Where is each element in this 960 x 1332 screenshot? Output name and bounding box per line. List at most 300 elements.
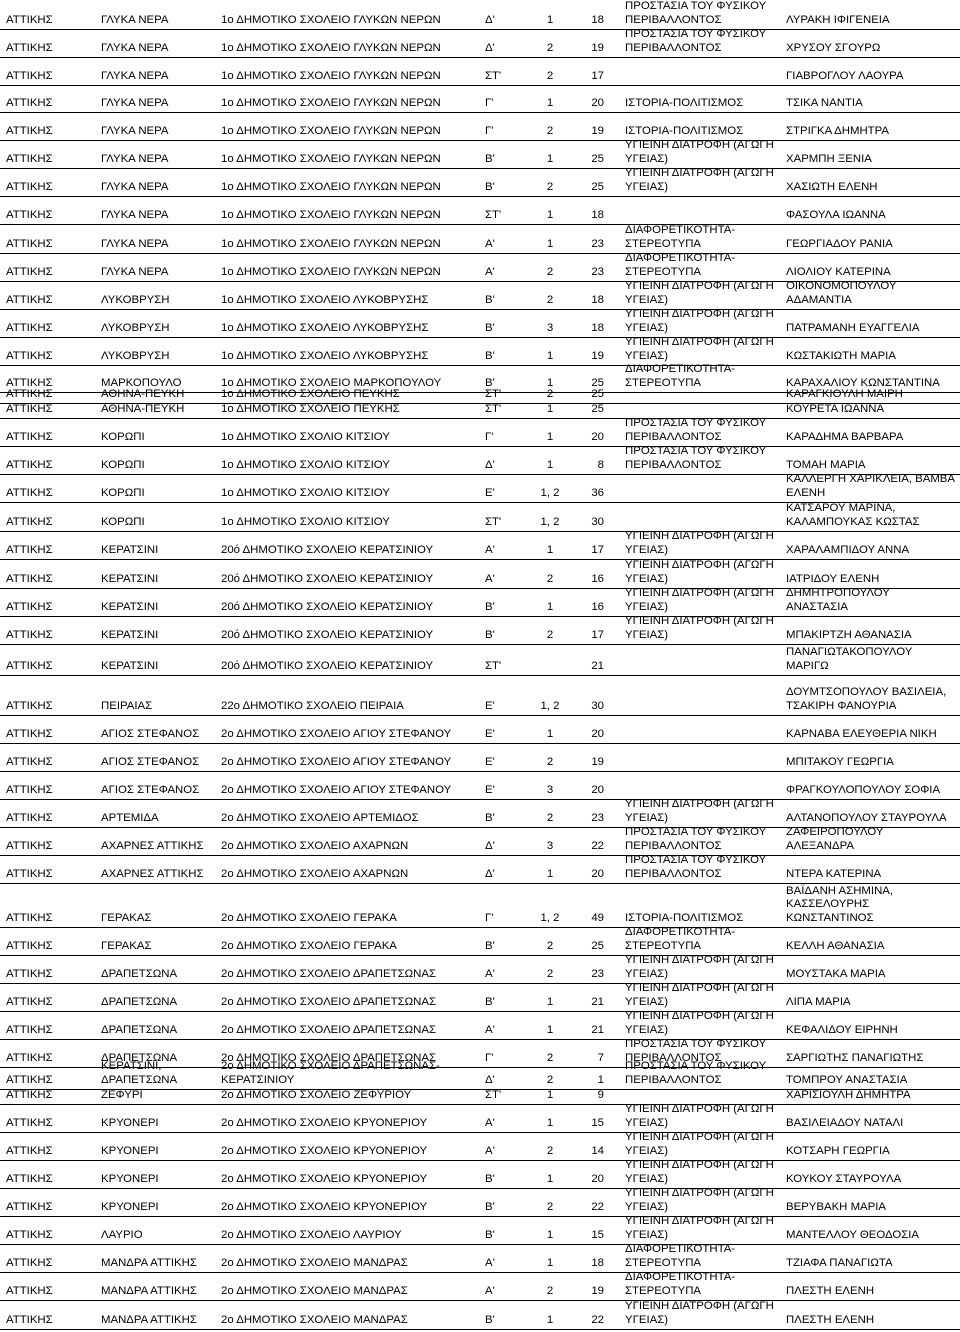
cell-section: 1	[546, 1172, 554, 1185]
cell-area: ΓΛΥΚΑ ΝΕΡΑ	[101, 41, 169, 54]
cell-school: 1ο ΔΗΜΟΤΙΚΟ ΣΧΟΛΕΙΟ ΓΛΥΚΩΝ ΝΕΡΩΝ	[221, 180, 441, 193]
cell-teacher: ΒΑΪΔΑΝΗ ΑΣΗΜΙΝΑ, ΚΑΣΣΕΛΟΥΡΗΣ ΚΩΝΣΤΑΝΤΙΝΟΣ	[786, 884, 894, 924]
cell-region: ΑΤΤΙΚΗΣ	[6, 430, 53, 443]
cell-program: ΥΓΙΕΙΝΗ ΔΙΑΤΡΟΦΗ (ΑΓΩΓΗ ΥΓΕΙΑΣ)	[625, 1300, 774, 1326]
cell-region: ΑΤΤΙΚΗΣ	[6, 376, 53, 389]
cell-students: 20	[591, 1172, 604, 1185]
cell-students: 23	[591, 265, 604, 278]
cell-section: 1	[546, 1313, 554, 1326]
cell-area: ΚΕΡΑΤΣΙΝΙ	[101, 659, 159, 672]
cell-students: 22	[591, 1200, 604, 1213]
table-row	[0, 1060, 960, 1090]
cell-program: ΥΓΙΕΙΝΗ ΔΙΑΤΡΟΦΗ (ΑΓΩΓΗ ΥΓΕΙΑΣ)	[625, 1010, 774, 1036]
cell-teacher: ΙΑΤΡΙΔΟΥ ΕΛΕΝΗ	[786, 572, 880, 585]
cell-teacher: ΚΟΥΚΟΥ ΣΤΑΥΡΟΥΛΑ	[786, 1172, 902, 1185]
cell-region: ΑΤΤΙΚΗΣ	[6, 41, 53, 54]
cell-students: 21	[591, 995, 604, 1008]
cell-students: 9	[597, 1088, 604, 1101]
table-row	[0, 0, 960, 30]
cell-section: 1, 2	[540, 699, 560, 712]
cell-area: ΚΕΡΑΤΣΙΝΙ	[101, 543, 159, 556]
cell-region: ΑΤΤΙΚΗΣ	[6, 839, 53, 852]
cell-program: ΥΓΙΕΙΝΗ ΔΙΑΤΡΟΦΗ (ΑΓΩΓΗ ΥΓΕΙΑΣ)	[625, 798, 774, 824]
cell-program: ΥΓΙΕΙΝΗ ΔΙΑΤΡΟΦΗ (ΑΓΩΓΗ ΥΓΕΙΑΣ)	[625, 139, 774, 165]
cell-grade: Α'	[485, 1256, 495, 1269]
cell-region: ΑΤΤΙΚΗΣ	[6, 486, 53, 499]
cell-grade: Δ'	[485, 41, 495, 54]
cell-area: ΖΕΦΥΡΙ	[101, 1088, 143, 1101]
table-row	[0, 1189, 960, 1217]
cell-area: ΛΥΚΟΒΡΥΣΗ	[101, 293, 170, 306]
cell-school: 1ο ΔΗΜΟΤΙΚΟ ΣΧΟΛΕΙΟ ΓΛΥΚΩΝ ΝΕΡΩΝ	[221, 152, 441, 165]
cell-region: ΑΤΤΙΚΗΣ	[6, 96, 53, 109]
cell-grade: Α'	[485, 967, 495, 980]
cell-section: 2	[546, 755, 554, 768]
cell-students: 20	[591, 430, 604, 443]
cell-school: 20ό ΔΗΜΟΤΙΚΟ ΣΧΟΛΕΙΟ ΚΕΡΑΤΣΙΝΙΟΥ	[221, 572, 434, 585]
cell-section: 2	[546, 1073, 554, 1086]
cell-program: ΥΓΙΕΙΝΗ ΔΙΑΤΡΟΦΗ (ΑΓΩΓΗ ΥΓΕΙΑΣ)	[625, 167, 774, 193]
table-row	[0, 475, 960, 503]
cell-grade: ΣΤ'	[485, 208, 502, 221]
cell-section: 2	[546, 124, 554, 137]
cell-students: 21	[591, 1023, 604, 1036]
cell-program: ΔΙΑΦΟΡΕΤΙΚΟΤΗΤΑ- ΣΤΕΡΕΟΤΥΠΑ	[625, 926, 736, 952]
cell-region: ΑΤΤΙΚΗΣ	[6, 811, 53, 824]
cell-school: 1ο ΔΗΜΟΤΙΚΟ ΣΧΟΛΙΟ ΚΙΤΣΙΟΥ	[221, 458, 390, 471]
cell-grade: Δ'	[485, 839, 495, 852]
cell-section: 1	[546, 1116, 554, 1129]
cell-region: ΑΤΤΙΚΗΣ	[6, 458, 53, 471]
cell-teacher: ΚΑΡΑΓΚΙΟΥΛΗ ΜΑΙΡΗ	[786, 387, 903, 400]
cell-grade: Γ'	[485, 96, 494, 109]
cell-area: ΛΥΚΟΒΡΥΣΗ	[101, 349, 170, 362]
cell-program: ΥΓΙΕΙΝΗ ΔΙΑΤΡΟΦΗ (ΑΓΩΓΗ ΥΓΕΙΑΣ)	[625, 615, 774, 641]
cell-program: ΥΓΙΕΙΝΗ ΔΙΑΤΡΟΦΗ (ΑΓΩΓΗ ΥΓΕΙΑΣ)	[625, 1131, 774, 1157]
cell-region: ΑΤΤΙΚΗΣ	[6, 995, 53, 1008]
cell-program: ΔΙΑΦΟΡΕΤΙΚΟΤΗΤΑ- ΣΤΕΡΕΟΤΥΠΑ	[625, 1243, 736, 1269]
cell-students: 20	[591, 727, 604, 740]
cell-area: ΠΕΙΡΑΙΑΣ	[101, 699, 153, 712]
cell-region: ΑΤΤΙΚΗΣ	[6, 152, 53, 165]
cell-teacher: ΚΟΥΡΕΤΑ ΙΩΑΝΝΑ	[786, 402, 885, 415]
cell-teacher: ΤΣΙΚΑ ΝΑΝΤΙΑ	[786, 96, 863, 109]
cell-area: ΚΡΥΟΝΕΡΙ	[101, 1144, 159, 1157]
cell-region: ΑΤΤΙΚΗΣ	[6, 867, 53, 880]
cell-section: 1	[546, 458, 554, 471]
cell-grade: Β'	[485, 152, 495, 165]
cell-school: 1ο ΔΗΜΟΤΙΚΟ ΣΧΟΛΕΙΟ ΛΥΚΟΒΡΥΣΗΣ	[221, 293, 429, 306]
cell-school: 1ο ΔΗΜΟΤΙΚΟ ΣΧΟΛΕΙΟ ΠΕΥΚΗΣ	[221, 387, 400, 400]
cell-students: 19	[591, 755, 604, 768]
cell-program: ΥΓΙΕΙΝΗ ΔΙΑΤΡΟΦΗ (ΑΓΩΓΗ ΥΓΕΙΑΣ)	[625, 954, 774, 980]
cell-area: ΚΡΥΟΝΕΡΙ	[101, 1200, 159, 1213]
cell-grade: Ε'	[485, 486, 495, 499]
cell-section: 2	[546, 69, 554, 82]
cell-school: 20ό ΔΗΜΟΤΙΚΟ ΣΧΟΛΕΙΟ ΚΕΡΑΤΣΙΝΙΟΥ	[221, 600, 434, 613]
cell-section: 2	[546, 572, 554, 585]
cell-section: 1	[546, 867, 554, 880]
cell-area: ΓΛΥΚΑ ΝΕΡΑ	[101, 265, 169, 278]
cell-students: 22	[591, 839, 604, 852]
cell-teacher: ΧΑΣΙΩΤΗ ΕΛΕΝΗ	[786, 180, 878, 193]
cell-teacher: ΣΤΡΙΓΚΑ ΔΗΜΗΤΡΑ	[786, 124, 889, 137]
cell-region: ΑΤΤΙΚΗΣ	[6, 1200, 53, 1213]
cell-students: 18	[591, 321, 604, 334]
table-row	[0, 254, 960, 282]
cell-students: 23	[591, 811, 604, 824]
cell-teacher: ΧΑΡΙΣΙΟΥΛΗ ΔΗΜΗΤΡΑ	[786, 1088, 911, 1101]
cell-grade: Β'	[485, 376, 495, 389]
table-row	[0, 1217, 960, 1245]
table-row	[0, 419, 960, 447]
cell-teacher: ΚΕΦΑΛΙΔΟΥ ΕΙΡΗΝΗ	[786, 1023, 898, 1036]
cell-teacher: ΜΟΥΣΤΑΚΑ ΜΑΡΙΑ	[786, 967, 886, 980]
cell-students: 16	[591, 600, 604, 613]
cell-teacher: ΛΙΠΑ ΜΑΡΙΑ	[786, 995, 851, 1008]
cell-section: 2	[546, 41, 554, 54]
cell-students: 30	[591, 515, 604, 528]
cell-area: ΓΛΥΚΑ ΝΕΡΑ	[101, 208, 169, 221]
cell-teacher: ΦΑΣΟΥΛΑ ΙΩΑΝΝΑ	[786, 208, 886, 221]
cell-students: 18	[591, 1256, 604, 1269]
cell-region: ΑΤΤΙΚΗΣ	[6, 321, 53, 334]
cell-section: 1	[546, 430, 554, 443]
cell-school: 2ο ΔΗΜΟΤΙΚΟ ΣΧΟΛΕΙΟ ΜΑΝΔΡΑΣ	[221, 1284, 408, 1297]
table-row	[0, 141, 960, 169]
cell-section: 2	[546, 180, 554, 193]
cell-teacher: ΓΕΩΡΓΙΑΔΟΥ ΡΑΝΙΑ	[786, 237, 893, 250]
cell-teacher: ΝΤΕΡΑ ΚΑΤΕΡΙΝΑ	[786, 867, 882, 880]
cell-teacher: ΚΑΤΣΑΡΟΥ ΜΑΡΙΝΑ, ΚΑΛΑΜΠΟΥΚΑΣ ΚΩΣΤΑΣ	[786, 502, 920, 528]
cell-students: 18	[591, 208, 604, 221]
cell-grade: Α'	[485, 543, 495, 556]
cell-grade: Δ'	[485, 867, 495, 880]
cell-grade: Β'	[485, 1313, 495, 1326]
cell-teacher: ΠΛΕΣΤΗ ΕΛΕΝΗ	[786, 1284, 875, 1297]
cell-school: 2ο ΔΗΜΟΤΙΚΟ ΣΧΟΛΕΙΟ ΑΧΑΡΝΩΝ	[221, 867, 409, 880]
cell-section: 2	[546, 293, 554, 306]
cell-section: 1	[546, 543, 554, 556]
cell-teacher: ΦΡΑΓΚΟΥΛΟΠΟΥΛΟΥ ΣΟΦΙΑ	[786, 783, 941, 796]
cell-area: ΔΡΑΠΕΤΣΩΝΑ	[101, 1051, 178, 1064]
table-row	[0, 1012, 960, 1040]
cell-school: 2ο ΔΗΜΟΤΙΚΟ ΣΧΟΛΕΙΟ ΔΡΑΠΕΤΣΩΝΑΣ	[221, 995, 437, 1008]
cell-section: 2	[546, 1144, 554, 1157]
cell-school: 1ο ΔΗΜΟΤΙΚΟ ΣΧΟΛΕΙΟ ΛΥΚΟΒΡΥΣΗΣ	[221, 321, 429, 334]
cell-school: 1ο ΔΗΜΟΤΙΚΟ ΣΧΟΛΕΙΟ ΓΛΥΚΩΝ ΝΕΡΩΝ	[221, 208, 441, 221]
cell-section: 1	[546, 1088, 554, 1101]
cell-grade: Β'	[485, 1228, 495, 1241]
table-row	[0, 338, 960, 366]
cell-students: 18	[591, 293, 604, 306]
table-row	[0, 716, 960, 744]
cell-area: ΓΛΥΚΑ ΝΕΡΑ	[101, 180, 169, 193]
table-row	[0, 884, 960, 928]
cell-teacher: ΒΕΡΥΒΑΚΗ ΜΑΡΙΑ	[786, 1200, 887, 1213]
cell-students: 25	[591, 180, 604, 193]
cell-program: ΠΡΟΣΤΑΣΙΑ ΤΟΥ ΦΥΣΙΚΟΥ ΠΕΡΙΒΑΛΛΟΝΤΟΣ	[625, 1038, 767, 1064]
cell-section: 2	[546, 265, 554, 278]
table-row	[0, 113, 960, 141]
cell-section: 1	[546, 600, 554, 613]
cell-area: ΚΕΡΑΤΣΙΝΙ	[101, 600, 159, 613]
cell-students: 1	[597, 1073, 604, 1086]
cell-teacher: ΤΖΙΑΦΑ ΠΑΝΑΓΙΩΤΑ	[786, 1256, 893, 1269]
cell-section: 1	[546, 237, 554, 250]
cell-program: ΠΡΟΣΤΑΣΙΑ ΤΟΥ ΦΥΣΙΚΟΥ ΠΕΡΙΒΑΛΛΟΝΤΟΣ	[625, 1060, 767, 1086]
cell-teacher: ΖΑΦΕΙΡΟΠΟΥΛΟΥ ΑΛΕΞΑΝΔΡΑ	[786, 826, 884, 852]
cell-school: 1ο ΔΗΜΟΤΙΚΟ ΣΧΟΛΕΙΟ ΓΛΥΚΩΝ ΝΕΡΩΝ	[221, 41, 441, 54]
cell-school: 2ο ΔΗΜΟΤΙΚΟ ΣΧΟΛΕΙΟ ΔΡΑΠΕΤΣΩΝΑΣ	[221, 967, 437, 980]
cell-area: ΓΛΥΚΑ ΝΕΡΑ	[101, 152, 169, 165]
cell-grade: Β'	[485, 180, 495, 193]
table-row	[0, 676, 960, 716]
cell-section: 1	[546, 995, 554, 1008]
cell-area: ΚΕΡΑΤΣΙΝΙ, ΔΡΑΠΕΤΣΩΝΑ	[101, 1060, 178, 1086]
cell-school: 1ο ΔΗΜΟΤΙΚΟ ΣΧΟΛΕΙΟ ΜΑΡΚΟΠΟΥΛΟΥ	[221, 376, 442, 389]
cell-grade: Α'	[485, 572, 495, 585]
cell-students: 20	[591, 783, 604, 796]
cell-region: ΑΤΤΙΚΗΣ	[6, 600, 53, 613]
cell-program: ΔΙΑΦΟΡΕΤΙΚΟΤΗΤΑ- ΣΤΕΡΕΟΤΥΠΑ	[625, 363, 736, 389]
cell-grade: Δ'	[485, 458, 495, 471]
cell-students: 20	[591, 867, 604, 880]
cell-school: 2ο ΔΗΜΟΤΙΚΟ ΣΧΟΛΕΙΟ ΑΓΙΟΥ ΣΤΕΦΑΝΟΥ	[221, 783, 452, 796]
cell-school: 2ο ΔΗΜΟΤΙΚΟ ΣΧΟΛΕΙΟ ΚΡΥΟΝΕΡΙΟΥ	[221, 1144, 428, 1157]
cell-school: 2ο ΔΗΜΟΤΙΚΟ ΣΧΟΛΕΙΟ ΚΡΥΟΝΕΡΙΟΥ	[221, 1200, 428, 1213]
cell-grade: Β'	[485, 600, 495, 613]
cell-grade: Β'	[485, 811, 495, 824]
cell-region: ΑΤΤΙΚΗΣ	[6, 543, 53, 556]
cell-grade: Α'	[485, 237, 495, 250]
cell-grade: Β'	[485, 349, 495, 362]
cell-students: 17	[591, 69, 604, 82]
cell-students: 14	[591, 1144, 604, 1157]
cell-grade: ΣΤ'	[485, 659, 502, 672]
table-row	[0, 404, 960, 419]
cell-students: 49	[591, 911, 604, 924]
table-row	[0, 310, 960, 338]
cell-area: ΓΕΡΑΚΑΣ	[101, 911, 152, 924]
cell-grade: Δ'	[485, 13, 495, 26]
cell-school: 1ο ΔΗΜΟΤΙΚΟ ΣΧΟΛΙΟ ΚΙΤΣΙΟΥ	[221, 486, 390, 499]
table-row	[0, 532, 960, 560]
cell-teacher: ΚΑΛΛΕΡΓΗ ΧΑΡΙΚΛΕΙΑ, ΒΑΜΒΑ ΕΛΕΝΗ	[786, 473, 956, 499]
cell-teacher: ΚΑΡΝΑΒΑ ΕΛΕΥΘΕΡΙΑ ΝΙΚΗ	[786, 727, 937, 740]
cell-grade: ΣΤ'	[485, 69, 502, 82]
cell-region: ΑΤΤΙΚΗΣ	[6, 659, 53, 672]
cell-region: ΑΤΤΙΚΗΣ	[6, 1228, 53, 1241]
cell-program: ΠΡΟΣΤΑΣΙΑ ΤΟΥ ΦΥΣΙΚΟΥ ΠΕΡΙΒΑΛΛΟΝΤΟΣ	[625, 28, 767, 54]
cell-region: ΑΤΤΙΚΗΣ	[6, 124, 53, 137]
cell-school: 2ο ΔΗΜΟΤΙΚΟ ΣΧΟΛΕΙΟ ΖΕΦΥΡΙΟΥ	[221, 1088, 412, 1101]
cell-school: 1ο ΔΗΜΟΤΙΚΟ ΣΧΟΛΕΙΟ ΛΥΚΟΒΡΥΣΗΣ	[221, 349, 429, 362]
table-row	[0, 1273, 960, 1301]
cell-area: ΓΛΥΚΑ ΝΕΡΑ	[101, 124, 169, 137]
table-row	[0, 560, 960, 589]
cell-grade: Γ'	[485, 430, 494, 443]
cell-section: 1	[546, 13, 554, 26]
cell-school: 2ο ΔΗΜΟΤΙΚΟ ΣΧΟΛΕΙΟ ΔΡΑΠΕΤΣΩΝΑΣ- ΚΕΡΑΤΣΙΝΙΟΥ	[221, 1060, 440, 1086]
cell-program: ΥΓΙΕΙΝΗ ΔΙΑΤΡΟΦΗ (ΑΓΩΓΗ ΥΓΕΙΑΣ)	[625, 280, 774, 306]
cell-students: 36	[591, 486, 604, 499]
cell-teacher: ΧΑΡΜΠΗ ΞΕΝΙΑ	[786, 152, 872, 165]
cell-school: 2ο ΔΗΜΟΤΙΚΟ ΣΧΟΛΕΙΟ ΚΡΥΟΝΕΡΙΟΥ	[221, 1116, 428, 1129]
cell-region: ΑΤΤΙΚΗΣ	[6, 1051, 53, 1064]
cell-students: 21	[591, 659, 604, 672]
cell-section: 3	[546, 783, 554, 796]
cell-program: ΥΓΙΕΙΝΗ ΔΙΑΤΡΟΦΗ (ΑΓΩΓΗ ΥΓΕΙΑΣ)	[625, 308, 774, 334]
cell-program: ΠΡΟΣΤΑΣΙΑ ΤΟΥ ΦΥΣΙΚΟΥ ΠΕΡΙΒΑΛΛΟΝΤΟΣ	[625, 826, 767, 852]
cell-region: ΑΤΤΙΚΗΣ	[6, 69, 53, 82]
cell-school: 22ο ΔΗΜΟΤΙΚΟ ΣΧΟΛΕΙΟ ΠΕΙΡΑΙΑ	[221, 699, 404, 712]
cell-teacher: ΛΙΟΛΙΟΥ ΚΑΤΕΡΙΝΑ	[786, 265, 891, 278]
cell-region: ΑΤΤΙΚΗΣ	[6, 1313, 53, 1326]
cell-program: ΥΓΙΕΙΝΗ ΔΙΑΤΡΟΦΗ (ΑΓΩΓΗ ΥΓΕΙΑΣ)	[625, 1159, 774, 1185]
cell-program: ΙΣΤΟΡΙΑ-ΠΟΛΙΤΙΣΜΟΣ	[625, 911, 744, 924]
cell-school: 20ό ΔΗΜΟΤΙΚΟ ΣΧΟΛΕΙΟ ΚΕΡΑΤΣΙΝΙΟΥ	[221, 543, 434, 556]
cell-teacher: ΚΕΛΛΗ ΑΘΑΝΑΣΙΑ	[786, 939, 885, 952]
table-row	[0, 800, 960, 828]
cell-school: 2ο ΔΗΜΟΤΙΚΟ ΣΧΟΛΕΙΟ ΔΡΑΠΕΤΣΩΝΑΣ	[221, 1051, 437, 1064]
cell-teacher: ΤΟΜΠΡΟΥ ΑΝΑΣΤΑΣΙΑ	[786, 1073, 908, 1086]
cell-program: ΠΡΟΣΤΑΣΙΑ ΤΟΥ ΦΥΣΙΚΟΥ ΠΕΡΙΒΑΛΛΟΝΤΟΣ	[625, 0, 767, 26]
cell-students: 18	[591, 13, 604, 26]
cell-school: 1ο ΔΗΜΟΤΙΚΟ ΣΧΟΛΕΙΟ ΓΛΥΚΩΝ ΝΕΡΩΝ	[221, 69, 441, 82]
table-row	[0, 282, 960, 310]
cell-section: 1	[546, 727, 554, 740]
cell-students: 25	[591, 939, 604, 952]
cell-grade: Δ'	[485, 1073, 495, 1086]
table-row	[0, 1245, 960, 1273]
cell-students: 17	[591, 628, 604, 641]
cell-area: ΓΛΥΚΑ ΝΕΡΑ	[101, 237, 169, 250]
cell-school: 2ο ΔΗΜΟΤΙΚΟ ΣΧΟΛΕΙΟ ΓΕΡΑΚΑ	[221, 911, 397, 924]
cell-area: ΑΘΗΝΑ-ΠΕΥΚΗ	[101, 402, 185, 415]
cell-program: ΥΓΙΕΙΝΗ ΔΙΑΤΡΟΦΗ (ΑΓΩΓΗ ΥΓΕΙΑΣ)	[625, 559, 774, 585]
cell-students: 19	[591, 349, 604, 362]
cell-section: 2	[546, 1200, 554, 1213]
cell-region: ΑΤΤΙΚΗΣ	[6, 1256, 53, 1269]
cell-section: 2	[546, 1284, 554, 1297]
cell-section: 2	[546, 1051, 554, 1064]
cell-teacher: ΜΠΑΚΙΡΤΖΗ ΑΘΑΝΑΣΙΑ	[786, 628, 912, 641]
cell-area: ΚΟΡΩΠΙ	[101, 430, 145, 443]
cell-region: ΑΤΤΙΚΗΣ	[6, 349, 53, 362]
table-row	[0, 1301, 960, 1330]
table-row	[0, 956, 960, 984]
cell-grade: Β'	[485, 995, 495, 1008]
cell-school: 2ο ΔΗΜΟΤΙΚΟ ΣΧΟΛΕΙΟ ΛΑΥΡΙΟΥ	[221, 1228, 402, 1241]
cell-grade: Α'	[485, 1023, 495, 1036]
table-row	[0, 984, 960, 1012]
cell-area: ΓΕΡΑΚΑΣ	[101, 939, 152, 952]
cell-section: 2	[546, 387, 554, 400]
cell-school: 1ο ΔΗΜΟΤΙΚΟ ΣΧΟΛΕΙΟ ΠΕΥΚΗΣ	[221, 402, 400, 415]
cell-school: 2ο ΔΗΜΟΤΙΚΟ ΣΧΟΛΕΙΟ ΜΑΝΔΡΑΣ	[221, 1313, 408, 1326]
cell-region: ΑΤΤΙΚΗΣ	[6, 293, 53, 306]
table-row	[0, 169, 960, 197]
cell-school: 20ό ΔΗΜΟΤΙΚΟ ΣΧΟΛΕΙΟ ΚΕΡΑΤΣΙΝΙΟΥ	[221, 628, 434, 641]
cell-grade: ΣΤ'	[485, 515, 502, 528]
cell-section: 1	[546, 96, 554, 109]
cell-region: ΑΤΤΙΚΗΣ	[6, 1172, 53, 1185]
cell-program: ΔΙΑΦΟΡΕΤΙΚΟΤΗΤΑ- ΣΤΕΡΕΟΤΥΠΑ	[625, 252, 736, 278]
cell-students: 15	[591, 1116, 604, 1129]
cell-school: 1ο ΔΗΜΟΤΙΚΟ ΣΧΟΛΙΟ ΚΙΤΣΙΟΥ	[221, 430, 390, 443]
cell-area: ΑΓΙΟΣ ΣΤΕΦΑΝΟΣ	[101, 727, 200, 740]
cell-school: 2ο ΔΗΜΟΤΙΚΟ ΣΧΟΛΕΙΟ ΓΕΡΑΚΑ	[221, 939, 397, 952]
cell-students: 25	[591, 402, 604, 415]
cell-grade: Α'	[485, 1284, 495, 1297]
cell-area: ΓΛΥΚΑ ΝΕΡΑ	[101, 13, 169, 26]
cell-section: 1	[546, 1023, 554, 1036]
table-row	[0, 617, 960, 645]
cell-teacher: ΤΟΜΑΗ ΜΑΡΙΑ	[786, 458, 866, 471]
cell-region: ΑΤΤΙΚΗΣ	[6, 967, 53, 980]
cell-grade: ΣΤ'	[485, 402, 502, 415]
cell-area: ΔΡΑΠΕΤΣΩΝΑ	[101, 995, 178, 1008]
cell-section: 2	[546, 939, 554, 952]
table-row	[0, 1090, 960, 1105]
table-row	[0, 197, 960, 225]
cell-students: 7	[597, 1051, 604, 1064]
table-row	[0, 744, 960, 772]
cell-grade: Γ'	[485, 1051, 494, 1064]
cell-students: 16	[591, 572, 604, 585]
cell-students: 23	[591, 967, 604, 980]
cell-teacher: ΠΑΝΑΓΙΩΤΑΚΟΠΟΥΛΟΥ ΜΑΡΙΓΩ	[786, 646, 913, 672]
cell-grade: Ε'	[485, 727, 495, 740]
cell-region: ΑΤΤΙΚΗΣ	[6, 755, 53, 768]
cell-school: 2ο ΔΗΜΟΤΙΚΟ ΣΧΟΛΕΙΟ ΚΡΥΟΝΕΡΙΟΥ	[221, 1172, 428, 1185]
cell-teacher: ΟΙΚΟΝΟΜΟΠΟΥΛΟΥ ΑΔΑΜΑΝΤΙΑ	[786, 280, 897, 306]
cell-teacher: ΧΡΥΣΟΥ ΣΓΟΥΡΩ	[786, 41, 881, 54]
cell-section: 1, 2	[540, 515, 560, 528]
cell-school: 1ο ΔΗΜΟΤΙΚΟ ΣΧΟΛΕΙΟ ΓΛΥΚΩΝ ΝΕΡΩΝ	[221, 124, 441, 137]
cell-region: ΑΤΤΙΚΗΣ	[6, 515, 53, 528]
table-row	[0, 1133, 960, 1161]
cell-area: ΚΕΡΑΤΣΙΝΙ	[101, 572, 159, 585]
cell-program: ΥΓΙΕΙΝΗ ΔΙΑΤΡΟΦΗ (ΑΓΩΓΗ ΥΓΕΙΑΣ)	[625, 587, 774, 613]
cell-area: ΔΡΑΠΕΤΣΩΝΑ	[101, 967, 178, 980]
table-row	[0, 30, 960, 58]
cell-area: ΑΘΗΝΑ-ΠΕΥΚΗ	[101, 387, 185, 400]
cell-grade: Ε'	[485, 783, 495, 796]
cell-region: ΑΤΤΙΚΗΣ	[6, 180, 53, 193]
cell-region: ΑΤΤΙΚΗΣ	[6, 1116, 53, 1129]
cell-students: 20	[591, 96, 604, 109]
table-row	[0, 828, 960, 856]
cell-region: ΑΤΤΙΚΗΣ	[6, 1023, 53, 1036]
cell-region: ΑΤΤΙΚΗΣ	[6, 727, 53, 740]
cell-school: 1ο ΔΗΜΟΤΙΚΟ ΣΧΟΛΕΙΟ ΓΛΥΚΩΝ ΝΕΡΩΝ	[221, 265, 441, 278]
cell-region: ΑΤΤΙΚΗΣ	[6, 628, 53, 641]
cell-program: ΔΙΑΦΟΡΕΤΙΚΟΤΗΤΑ- ΣΤΕΡΕΟΤΥΠΑ	[625, 1271, 736, 1297]
cell-program: ΙΣΤΟΡΙΑ-ΠΟΛΙΤΙΣΜΟΣ	[625, 96, 744, 109]
cell-grade: Γ'	[485, 124, 494, 137]
cell-section: 3	[546, 321, 554, 334]
cell-teacher: ΔΗΜΗΤΡΟΠΟΥΛΟΥ ΑΝΑΣΤΑΣΙΑ	[786, 587, 890, 613]
cell-grade: Ε'	[485, 755, 495, 768]
cell-grade: Β'	[485, 321, 495, 334]
cell-region: ΑΤΤΙΚΗΣ	[6, 237, 53, 250]
table-row	[0, 1161, 960, 1189]
cell-grade: Ε'	[485, 699, 495, 712]
cell-school: 2ο ΔΗΜΟΤΙΚΟ ΣΧΟΛΕΙΟ ΑΓΙΟΥ ΣΤΕΦΑΝΟΥ	[221, 727, 452, 740]
cell-program: ΥΓΙΕΙΝΗ ΔΙΑΤΡΟΦΗ (ΑΓΩΓΗ ΥΓΕΙΑΣ)	[625, 982, 774, 1008]
